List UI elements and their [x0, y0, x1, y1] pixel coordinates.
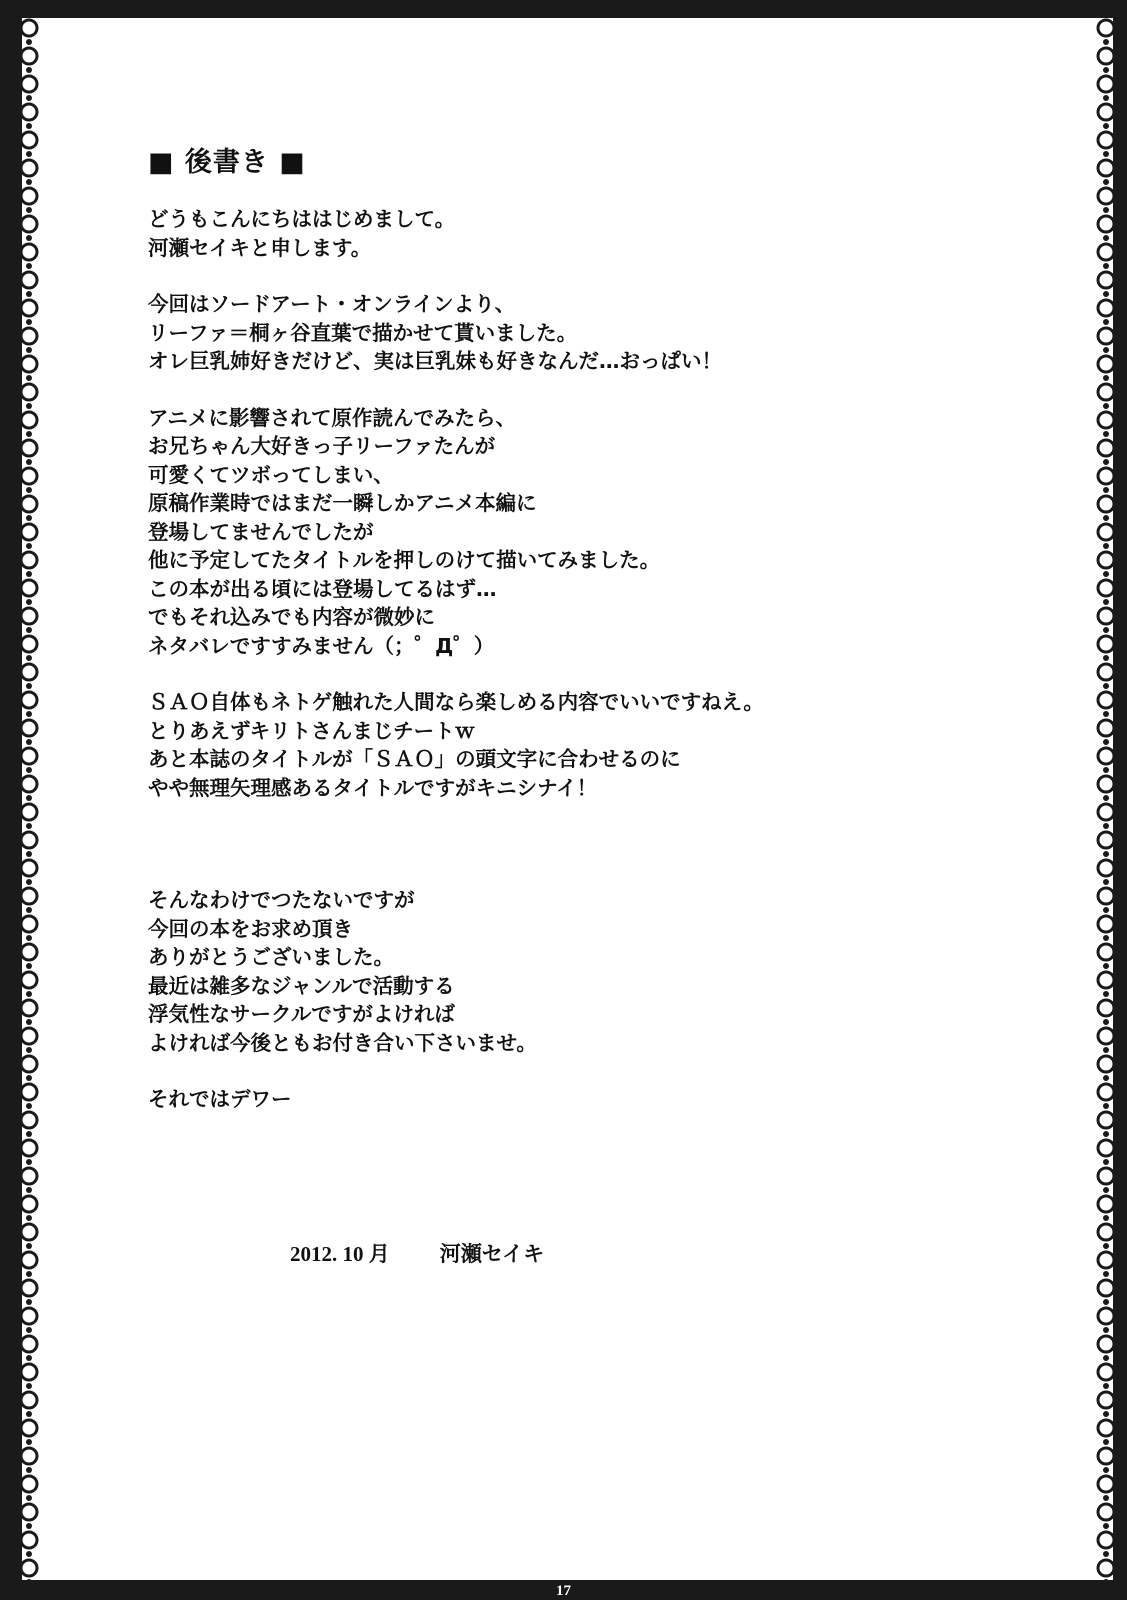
lace-loop — [1098, 20, 1114, 36]
lace-loop — [21, 328, 37, 344]
lace-dot — [26, 179, 32, 185]
lace-loop — [21, 496, 37, 512]
lace-dot — [26, 1355, 32, 1361]
lace-loop — [1098, 468, 1114, 484]
lace-dot — [1103, 1411, 1109, 1417]
text-line: それではデワー — [148, 1087, 292, 1111]
text-line: オレ巨乳姉好きだけど、実は巨乳妹も好きなんだ…おっぱい！ — [148, 349, 722, 373]
lace-dot — [26, 571, 32, 577]
lace-loop — [1098, 1140, 1114, 1156]
lace-loop — [1098, 1280, 1114, 1296]
lace-dot — [1103, 1215, 1109, 1221]
afterword-heading: ■ 後書き ■ — [148, 147, 306, 178]
lace-dot — [1103, 487, 1109, 493]
lace-dot — [26, 375, 32, 381]
lace-loop — [1098, 300, 1114, 316]
lace-dot — [1103, 347, 1109, 353]
lace-loop — [21, 384, 37, 400]
lace-dot — [1103, 431, 1109, 437]
lace-loop — [21, 804, 37, 820]
lace-dot — [1103, 1439, 1109, 1445]
lace-dot — [1103, 1131, 1109, 1137]
afterword-content — [148, 143, 908, 1114]
lace-dot — [26, 459, 32, 465]
lace-dot — [1103, 1383, 1109, 1389]
lace-dot — [1103, 1299, 1109, 1305]
signature-author: 河瀬セイキ — [439, 1242, 545, 1266]
lace-dot — [26, 291, 32, 297]
lace-dot — [26, 627, 32, 633]
text-line: どうもこんにちははじめまして。 — [148, 207, 456, 231]
lace-loop — [21, 916, 37, 932]
lace-loop — [1098, 1168, 1114, 1184]
lace-dot — [26, 935, 32, 941]
lace-dot — [1103, 1075, 1109, 1081]
lace-dot — [26, 683, 32, 689]
lace-loop — [1098, 608, 1114, 624]
lace-dot — [1103, 907, 1109, 913]
lace-loop — [1098, 1028, 1114, 1044]
lace-dot — [1103, 375, 1109, 381]
paragraph-farewell — [148, 1085, 908, 1114]
lace-loop — [21, 1140, 37, 1156]
lace-dot — [1103, 1019, 1109, 1025]
lace-dot — [1103, 207, 1109, 213]
lace-loop — [21, 440, 37, 456]
lace-loop — [21, 748, 37, 764]
lace-loop — [21, 832, 37, 848]
lace-loop — [21, 608, 37, 624]
lace-dot — [26, 1495, 32, 1501]
lace-loop — [1098, 328, 1114, 344]
paragraph-sao — [148, 688, 908, 802]
lace-loop — [1098, 1224, 1114, 1240]
lace-dot — [1103, 235, 1109, 241]
lace-dot — [1103, 1327, 1109, 1333]
lace-loop — [21, 1084, 37, 1100]
lace-loop — [21, 1000, 37, 1016]
lace-dot — [1103, 991, 1109, 997]
lace-loop — [1098, 1392, 1114, 1408]
lace-border-right — [1091, 18, 1121, 1580]
lace-dot — [26, 1159, 32, 1165]
lace-dot — [26, 991, 32, 997]
lace-dot — [1103, 963, 1109, 969]
lace-loop — [21, 1028, 37, 1044]
lace-loop — [1098, 916, 1114, 932]
text-line: 可愛くてツボってしまい、 — [148, 462, 394, 487]
lace-dot — [26, 767, 32, 773]
text-line: 河瀬セイキと申します。 — [148, 235, 372, 260]
lace-dot — [1103, 571, 1109, 577]
lace-dot — [26, 1439, 32, 1445]
text-line: あと本誌のタイトルが「ＳＡＯ」の頭文字に合わせるのに — [148, 747, 681, 771]
lace-dot — [26, 319, 32, 325]
lace-loop — [1098, 1504, 1114, 1520]
lace-dot — [26, 739, 32, 745]
lace-dot — [1103, 739, 1109, 745]
lace-dot — [26, 1523, 32, 1529]
text-line: アニメに影響されて原作読んでみたら、 — [148, 405, 516, 430]
signature-date: 2012. 10 月 — [290, 1242, 390, 1266]
lace-dot — [26, 879, 32, 885]
lace-dot — [26, 515, 32, 521]
lace-dot — [26, 963, 32, 969]
text-line: 最近は雑多なジャンルで活動する — [148, 973, 455, 998]
lace-loop — [1098, 1448, 1114, 1464]
lace-loop — [21, 48, 37, 64]
lace-loop — [21, 1448, 37, 1464]
lace-loop — [1098, 272, 1114, 288]
lace-loop — [21, 1364, 37, 1380]
lace-dot — [1103, 1523, 1109, 1529]
lace-dot — [1103, 1551, 1109, 1557]
lace-loop — [1098, 1308, 1114, 1324]
lace-loop — [1098, 804, 1114, 820]
lace-loop — [21, 272, 37, 288]
lace-loop — [21, 720, 37, 736]
lace-loop — [1098, 104, 1114, 120]
lace-loop — [21, 1308, 37, 1324]
lace-loop — [21, 1224, 37, 1240]
lace-loop — [1098, 1336, 1114, 1352]
lace-loop — [1098, 524, 1114, 540]
lace-loop — [1098, 1532, 1114, 1548]
lace-dot — [1103, 1579, 1109, 1580]
lace-loop — [21, 580, 37, 596]
lace-dot — [1103, 935, 1109, 941]
lace-loop — [1098, 132, 1114, 148]
lace-loop — [1098, 636, 1114, 652]
text-line: 今回はソードアート・オンラインより、 — [148, 292, 516, 316]
lace-dot — [1103, 655, 1109, 661]
lace-loop — [1098, 1196, 1114, 1212]
lace-dot — [26, 39, 32, 45]
lace-dot — [26, 235, 32, 241]
lace-dot — [26, 151, 32, 157]
text-line: 今回の本をお求め頂き — [148, 916, 353, 941]
lace-dot — [26, 1103, 32, 1109]
lace-dot — [1103, 123, 1109, 129]
lace-dot — [1103, 263, 1109, 269]
lace-dot — [1103, 879, 1109, 885]
lace-loop — [1098, 244, 1114, 260]
lace-dot — [26, 1411, 32, 1417]
lace-loop — [21, 1504, 37, 1520]
lace-dot — [1103, 711, 1109, 717]
lace-loop — [21, 300, 37, 316]
lace-dot — [1103, 823, 1109, 829]
lace-loop — [21, 944, 37, 960]
lace-dot — [1103, 1047, 1109, 1053]
lace-loop — [21, 1532, 37, 1548]
text-line: 登場してませんでしたが — [148, 519, 374, 544]
lace-dot — [26, 1383, 32, 1389]
lace-dot — [26, 711, 32, 717]
lace-loop — [1098, 1364, 1114, 1380]
lace-loop — [1098, 1084, 1114, 1100]
text-line: お兄ちゃん大好きっ子リーファたんが — [148, 434, 496, 458]
lace-loop — [21, 1476, 37, 1492]
lace-loop — [1098, 888, 1114, 904]
lace-dot — [26, 1131, 32, 1137]
paragraph-thanks — [148, 886, 908, 1057]
lace-dot — [1103, 683, 1109, 689]
paragraph-topic — [148, 290, 908, 376]
lace-loop — [1098, 188, 1114, 204]
lace-dot — [26, 207, 32, 213]
page-number: 17 — [556, 1583, 571, 1599]
lace-loop — [1098, 216, 1114, 232]
lace-loop — [1098, 748, 1114, 764]
lace-dot — [1103, 795, 1109, 801]
lace-dot — [1103, 599, 1109, 605]
signature — [290, 1238, 544, 1270]
lace-loop — [21, 76, 37, 92]
lace-dot — [26, 1187, 32, 1193]
lace-dot — [26, 1299, 32, 1305]
text-line: よければ今後ともお付き合い下さいませ。 — [148, 1030, 537, 1055]
lace-dot — [1103, 39, 1109, 45]
lace-dot — [1103, 851, 1109, 857]
text-line: とりあえずキリトさんまじチートｗ — [148, 718, 476, 743]
text-line: ネタバレですすみません（；゜Д゜） — [148, 633, 495, 658]
lace-loop — [21, 1392, 37, 1408]
lace-loop — [21, 636, 37, 652]
lace-loop — [1098, 552, 1114, 568]
lace-dot — [26, 431, 32, 437]
lace-dot — [1103, 1159, 1109, 1165]
lace-loop — [21, 412, 37, 428]
lace-loop — [21, 1252, 37, 1268]
lace-dot — [26, 403, 32, 409]
lace-loop — [1098, 944, 1114, 960]
lace-dot — [26, 907, 32, 913]
lace-dot — [26, 851, 32, 857]
lace-loop — [21, 1056, 37, 1072]
text-line: 他に予定してたタイトルを押しのけて描いてみました。 — [148, 548, 661, 572]
lace-loop — [1098, 1476, 1114, 1492]
lace-loop — [21, 1196, 37, 1212]
lace-dot — [1103, 319, 1109, 325]
lace-loop — [21, 216, 37, 232]
lace-loop — [21, 356, 37, 372]
lace-dot — [26, 1271, 32, 1277]
lace-dot — [1103, 515, 1109, 521]
lace-loop — [21, 104, 37, 120]
lace-loop — [21, 1168, 37, 1184]
lace-dot — [1103, 1187, 1109, 1193]
lace-loop — [1098, 720, 1114, 736]
lace-dot — [26, 1551, 32, 1557]
lace-dot — [26, 123, 32, 129]
lace-loop — [1098, 1000, 1114, 1016]
text-line: 原稿作業時ではまだ一瞬しかアニメ本編に — [148, 491, 537, 515]
lace-loop — [21, 1280, 37, 1296]
lace-dot — [26, 347, 32, 353]
lace-loop — [1098, 384, 1114, 400]
lace-dot — [1103, 1355, 1109, 1361]
lace-dot — [26, 487, 32, 493]
lace-loop — [1098, 1252, 1114, 1268]
lace-loop — [21, 972, 37, 988]
lace-loop — [21, 552, 37, 568]
paragraph-background — [148, 404, 908, 661]
lace-border-left — [14, 18, 44, 1580]
lace-dot — [1103, 67, 1109, 73]
lace-loop — [1098, 860, 1114, 876]
lace-loop — [1098, 832, 1114, 848]
lace-dot — [26, 1327, 32, 1333]
lace-loop — [21, 860, 37, 876]
lace-loop — [1098, 48, 1114, 64]
lace-loop — [1098, 1112, 1114, 1128]
lace-dot — [26, 1243, 32, 1249]
lace-dot — [26, 1215, 32, 1221]
lace-dot — [26, 543, 32, 549]
text-line: ＳＡＯ自体もネトゲ触れた人間なら楽しめる内容でいいですねえ。 — [148, 690, 764, 714]
lace-loop — [1098, 776, 1114, 792]
lace-loop — [21, 1560, 37, 1576]
text-line: リーファ＝桐ヶ谷直葉で描かせて貰いました。 — [148, 320, 578, 345]
lace-dot — [26, 1047, 32, 1053]
lace-dot — [1103, 151, 1109, 157]
lace-loop — [21, 468, 37, 484]
lace-loop — [21, 664, 37, 680]
lace-loop — [21, 20, 37, 36]
lace-loop — [1098, 76, 1114, 92]
lace-loop — [21, 524, 37, 540]
lace-loop — [21, 1112, 37, 1128]
lace-dot — [26, 795, 32, 801]
text-line: ありがとうございました。 — [148, 945, 394, 969]
lace-dot — [1103, 291, 1109, 297]
lace-dot — [1103, 1467, 1109, 1473]
text-line: この本が出る頃には登場してるはず… — [148, 576, 497, 601]
lace-loop — [21, 132, 37, 148]
lace-dot — [26, 263, 32, 269]
lace-loop — [21, 244, 37, 260]
lace-loop — [1098, 692, 1114, 708]
lace-dot — [1103, 1243, 1109, 1249]
lace-dot — [1103, 1103, 1109, 1109]
lace-dot — [1103, 1271, 1109, 1277]
lace-loop — [1098, 412, 1114, 428]
lace-loop — [1098, 160, 1114, 176]
lace-loop — [21, 188, 37, 204]
lace-loop — [1098, 972, 1114, 988]
lace-loop — [1098, 356, 1114, 372]
lace-dot — [26, 67, 32, 73]
text-line: でもそれ込みでも内容が微妙に — [148, 605, 435, 629]
text-line: やや無理矢理感あるタイトルですがキニシナイ！ — [148, 775, 598, 800]
text-line: そんなわけでつたないですが — [148, 888, 415, 912]
lace-loop — [1098, 664, 1114, 680]
lace-dot — [26, 599, 32, 605]
lace-loop — [21, 1420, 37, 1436]
lace-dot — [26, 1075, 32, 1081]
lace-dot — [1103, 1495, 1109, 1501]
lace-dot — [1103, 543, 1109, 549]
lace-dot — [26, 1579, 32, 1580]
lace-dot — [26, 95, 32, 101]
lace-loop — [1098, 1420, 1114, 1436]
lace-loop — [1098, 580, 1114, 596]
lace-loop — [21, 888, 37, 904]
lace-loop — [1098, 1560, 1114, 1576]
lace-dot — [1103, 767, 1109, 773]
lace-dot — [1103, 95, 1109, 101]
lace-dot — [26, 1467, 32, 1473]
lace-dot — [26, 1019, 32, 1025]
paragraph-greeting — [148, 205, 908, 262]
lace-loop — [1098, 1056, 1114, 1072]
lace-loop — [21, 160, 37, 176]
lace-dot — [1103, 179, 1109, 185]
lace-loop — [21, 1336, 37, 1352]
lace-loop — [21, 776, 37, 792]
lace-loop — [21, 692, 37, 708]
lace-dot — [1103, 459, 1109, 465]
lace-dot — [26, 823, 32, 829]
lace-dot — [1103, 627, 1109, 633]
text-line: 浮気性なサークルですがよければ — [148, 1002, 455, 1026]
lace-loop — [1098, 496, 1114, 512]
lace-dot — [26, 655, 32, 661]
lace-dot — [1103, 403, 1109, 409]
lace-loop — [1098, 440, 1114, 456]
